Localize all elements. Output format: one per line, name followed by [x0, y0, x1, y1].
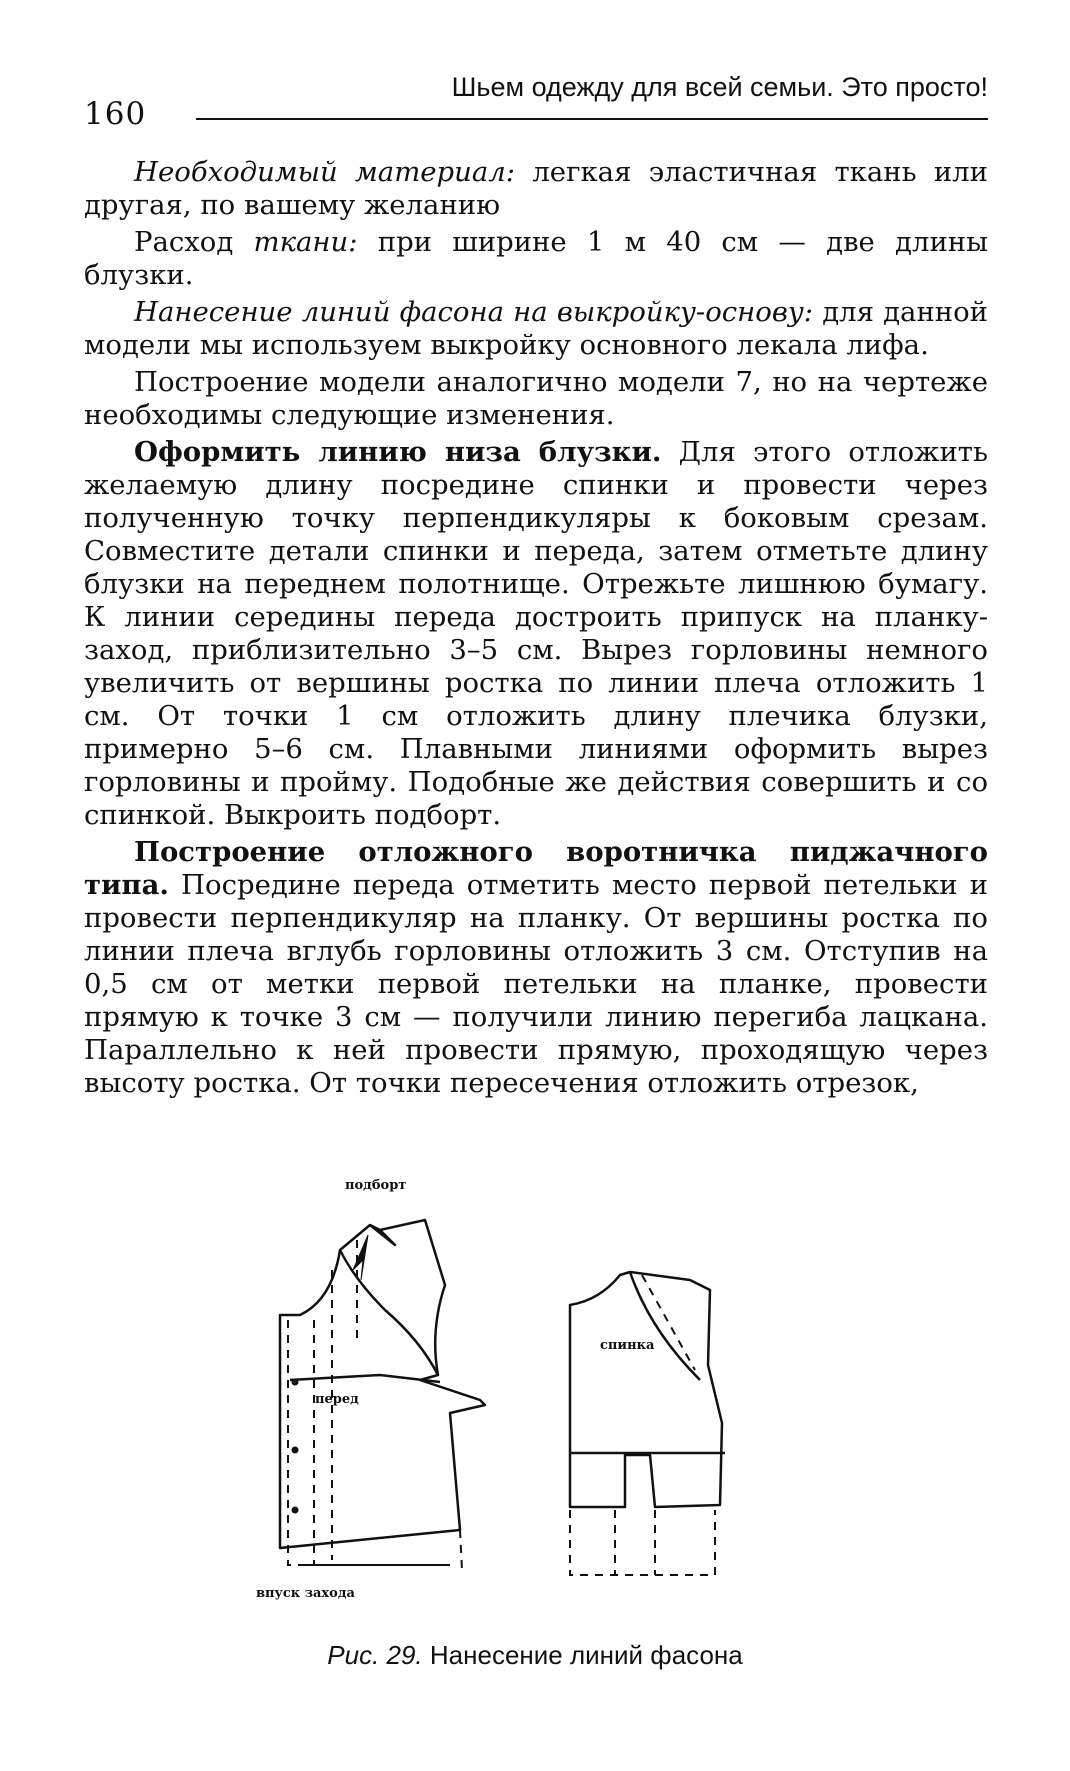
- label-podbort: подборт: [345, 1178, 407, 1193]
- caption-text: Нанесение линий фасона: [422, 1640, 743, 1670]
- label-spinka: спинка: [600, 1338, 655, 1353]
- button-mark-2: [292, 1447, 298, 1453]
- material-text: легкая эластичная ткань или другая, по вашему желанию: [84, 156, 988, 221]
- back-side-dashed: [615, 1510, 655, 1575]
- front-hem-right-dashed: [460, 1530, 462, 1570]
- pattern-drawing: [270, 1170, 830, 1610]
- paragraph-collar: [84, 836, 988, 1100]
- label-pered: перед: [315, 1392, 359, 1407]
- running-title: Шьем одежду для всей семьи. Это просто!: [451, 72, 988, 102]
- style-lines-lead: Нанесение линий фасона на выкройку-основу:: [134, 296, 814, 328]
- material-lead: Необходимый материал:: [134, 156, 516, 188]
- back-yoke-dashed: [642, 1275, 695, 1370]
- figure-caption: [0, 1640, 1070, 1671]
- paragraph-construction: [84, 366, 988, 432]
- back-hem-dashed: [570, 1510, 715, 1575]
- paragraph-hemline: [84, 436, 988, 832]
- front-waist-line: [290, 1375, 440, 1382]
- hemline-lead: Оформить линию низа блузки.: [134, 436, 662, 468]
- hemline-text: Для этого отложить желаемую длину посредине спинки и провести через полученную точку перпендикуляры к боковым срезам. Совместите детали спинки и переда, затем отметьте длину блузки на переднем полотнище. Отрежьте лишнюю бумагу. К линии середины переда достроить припуск на планку-заход, приблизительно 3–5 см. Вырез горловины немного увеличить от вершины ростка по линии плеча отложить 1 см. От точки 1 см отложить длину плечика блузки, примерно 5–6 см. Плавными линиями оформить вырез горловины и пройму. Подобные же действия совершить и со спинкой. Выкроить подборт.: [84, 436, 988, 831]
- page-header: [84, 72, 988, 132]
- construction-text: Построение модели аналогично модели 7, но на чертеже необходимы следующие изменения.: [84, 366, 988, 431]
- header-rule: [196, 118, 988, 120]
- page-number: 160: [84, 96, 147, 132]
- front-outline: [280, 1220, 485, 1548]
- fabric-pre: Расход: [134, 226, 254, 258]
- caption-number: Рис. 29.: [327, 1640, 423, 1670]
- button-mark-3: [292, 1507, 298, 1513]
- paragraph-style-lines: [84, 296, 988, 362]
- button-mark-1: [292, 1379, 298, 1385]
- paragraph-fabric: [84, 226, 988, 292]
- fabric-text: при ширине 1 м 40 см — две длины блузки.: [84, 226, 988, 291]
- front-centre-dashed: [288, 1320, 450, 1565]
- collar-text: Посредине переда отметить место первой петельки и провести перпендикуляр на планку. От вершины ростка по линии плеча вглубь горловины отложить 3 см. Отступив на 0,5 см от метки первой петельки на планке, провести прямую к точке 3 см — получили линию перегиба лацкана. Параллельно к ней провести прямую, проходящую через высоту ростка. От точки пересечения отложить отрезок,: [84, 869, 988, 1099]
- fabric-lead: ткани:: [253, 226, 358, 258]
- paragraph-material: [84, 156, 988, 222]
- label-zahod: впуск захода: [256, 1586, 355, 1601]
- style-lines-text: для данной модели мы используем выкройку основного лекала лифа.: [84, 296, 988, 361]
- back-yoke-line: [630, 1272, 700, 1380]
- pattern-figure: [256, 1170, 830, 1610]
- collar-lead: Построение отложного воротничка пиджачного типа.: [84, 836, 988, 901]
- body-text: [84, 156, 988, 1104]
